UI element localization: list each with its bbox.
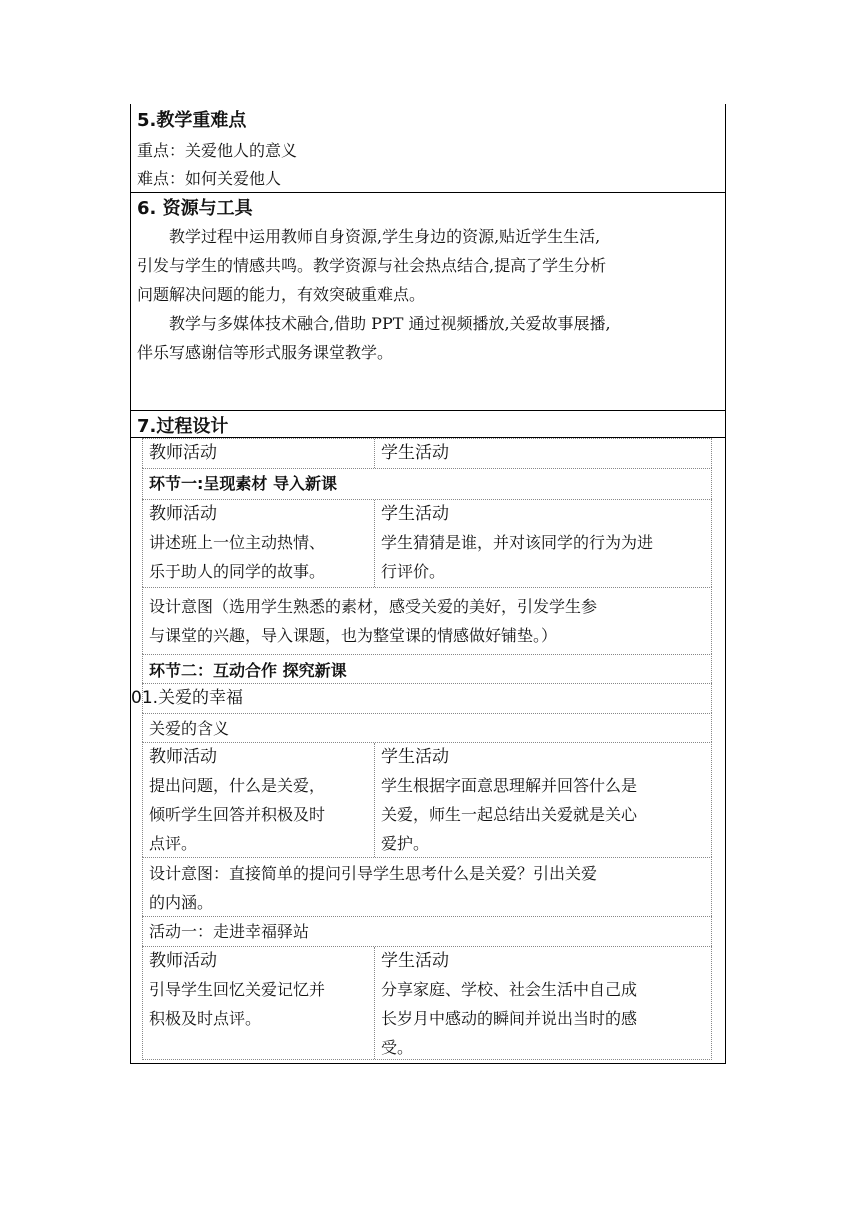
student-activity-label: 学生活动 bbox=[381, 951, 449, 971]
activity-1-teacher-cell bbox=[143, 947, 375, 1059]
student-activity-text: 行评价。 bbox=[381, 562, 446, 581]
teacher-activity-text: 引导学生回忆关爱记忆并 bbox=[149, 980, 326, 999]
step-2-activity-row bbox=[142, 742, 712, 857]
key-point-text: 重点：关爱他人的意义 bbox=[137, 141, 298, 160]
teacher-activity-text: 点评。 bbox=[149, 834, 198, 853]
student-activity-text: 长岁月中感动的瞬间并说出当时的感 bbox=[381, 1009, 638, 1028]
step-2-student-cell bbox=[375, 743, 711, 857]
step-2-title: 环节二：互动合作 探究新课 bbox=[149, 661, 347, 680]
teacher-activity-label: 教师活动 bbox=[149, 951, 217, 971]
student-activity-text: 爱护。 bbox=[381, 834, 430, 853]
teacher-activity-header: 教师活动 bbox=[143, 439, 375, 468]
table-bottom-border bbox=[131, 1063, 725, 1064]
activity-1-row bbox=[142, 916, 712, 946]
teacher-activity-text: 提出问题，什么是关爱， bbox=[149, 776, 326, 795]
activity-1-content-row bbox=[142, 946, 712, 1060]
student-activity-text: 学生猜猜是谁，并对该同学的行为为进 bbox=[381, 533, 654, 552]
activity-1-student-cell bbox=[375, 947, 711, 1059]
student-activity-text: 分享家庭、学校、社会生活中自己成 bbox=[381, 980, 638, 999]
step-2-teacher-cell bbox=[143, 743, 375, 857]
step-1-student-cell bbox=[375, 500, 711, 587]
divider bbox=[131, 192, 725, 193]
resources-paragraph-1: 教学过程中运用教师自身资源,学生身边的资源,贴近学生生活, 引发与学生的情感共鸣。教学资源与社会热点结合,提高了学生分析 问题解决问题的能力，有效突破重难点。 bbox=[137, 227, 607, 304]
student-activity-text: 受。 bbox=[381, 1038, 414, 1057]
topic-row bbox=[142, 713, 712, 742]
step-1-row bbox=[142, 468, 712, 499]
student-activity-text: 关爱，师生一起总结出关爱就是关心 bbox=[381, 805, 638, 824]
step-1-teacher-cell bbox=[143, 500, 375, 587]
student-activity-text: 学生根据字面意思理解并回答什么是 bbox=[381, 776, 638, 795]
student-activity-label: 学生活动 bbox=[381, 504, 449, 524]
teacher-activity-label: 教师活动 bbox=[149, 747, 217, 767]
teacher-activity-text: 乐于助人的同学的故事。 bbox=[149, 562, 326, 581]
difficult-point-text: 难点：如何关爱他人 bbox=[137, 169, 282, 188]
lesson-plan-table bbox=[130, 104, 726, 1064]
topic-text: 关爱的含义 bbox=[149, 719, 230, 738]
step-1-intent-row bbox=[142, 587, 712, 654]
table-header-row bbox=[142, 438, 712, 468]
sub-title-row bbox=[131, 683, 712, 713]
section-5-heading: 5.教学重难点 bbox=[137, 110, 247, 131]
teacher-activity-text: 积极及时点评。 bbox=[149, 1009, 262, 1028]
student-activity-label: 学生活动 bbox=[381, 747, 449, 767]
step-1-title: 环节一:呈现素材 导入新课 bbox=[149, 474, 337, 493]
teacher-activity-text: 倾听学生回答并积极及时 bbox=[149, 805, 326, 824]
activity-1-title: 活动一：走进幸福驿站 bbox=[149, 922, 310, 941]
step-2-row bbox=[142, 654, 712, 683]
teacher-activity-text: 讲述班上一位主动热情、 bbox=[149, 533, 326, 552]
section-resources-tools bbox=[137, 196, 723, 367]
teacher-activity-label: 教师活动 bbox=[149, 504, 217, 524]
section-key-difficult-points bbox=[137, 108, 723, 193]
step-2-intent-row bbox=[142, 857, 712, 916]
divider bbox=[131, 410, 725, 411]
student-activity-header: 学生活动 bbox=[381, 443, 449, 463]
design-intent-text: 设计意图（选用学生熟悉的素材，感受关爱的美好，引发学生参 与课堂的兴趣，导入课题，也为整堂课的情感做好铺垫。） bbox=[149, 597, 598, 645]
resources-paragraph-2: 教学与多媒体技术融合,借助 PPT 通过视频播放,关爱故事展播, 伴乐写感谢信等形式服务课堂教学。 bbox=[137, 314, 611, 362]
sub-title-text: 01.关爱的幸福 bbox=[131, 688, 244, 708]
step-1-activity-row bbox=[142, 499, 712, 587]
design-intent-text: 设计意图：直接简单的提问引导学生思考什么是关爱？引出关爱 的内涵。 bbox=[149, 864, 598, 912]
section-7-heading: 7.过程设计 bbox=[137, 416, 229, 437]
process-table bbox=[131, 438, 712, 1060]
section-6-heading: 6. 资源与工具 bbox=[137, 198, 253, 219]
